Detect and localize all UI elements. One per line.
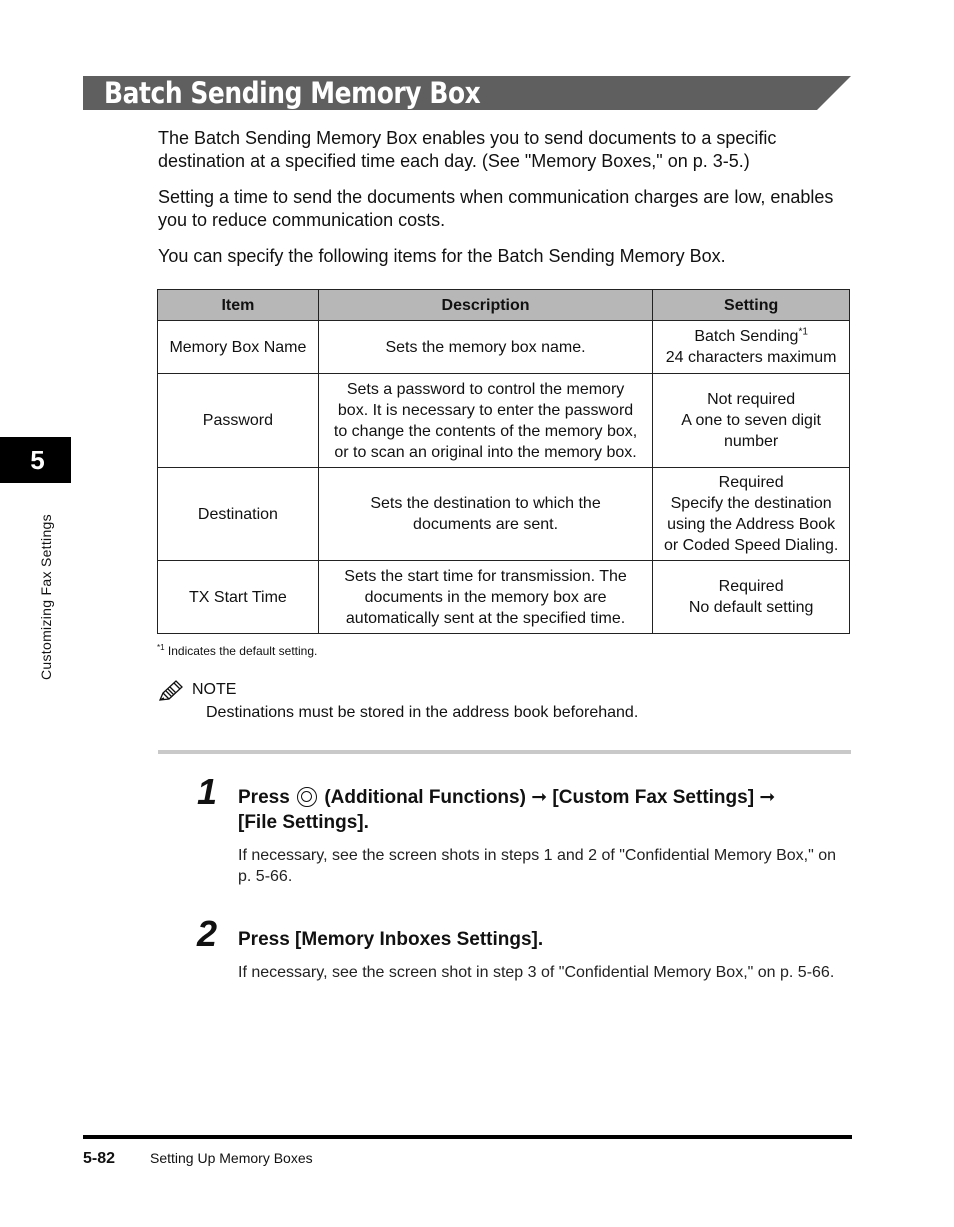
header-item: Item (158, 290, 319, 321)
setting-line: or Coded Speed Dialing. (663, 537, 839, 554)
cell-item: Memory Box Name (158, 321, 319, 374)
step-description: If necessary, see the screen shot in step 3 of "Confidential Memory Box," on p. 5-66. (238, 964, 835, 981)
description-line: automatically sent at the specified time. (345, 609, 626, 627)
cell-description: Sets the memory box name. (318, 321, 652, 374)
setting-line: 24 characters maximum (665, 349, 837, 366)
setting-line: No default setting (688, 599, 814, 616)
footnote-text: Indicates the default setting. (164, 644, 318, 658)
footer-section-title: Setting Up Memory Boxes (150, 1150, 313, 1166)
additional-functions-icon (297, 787, 317, 807)
footnote-mark: *1 (157, 643, 165, 652)
chapter-number: 5 (30, 445, 45, 475)
page-number: 5-82 (83, 1150, 116, 1167)
description-line: Sets the start time for transmission. The (344, 567, 627, 585)
cell-setting (653, 374, 850, 468)
description-line: to change the contents of the memory box, (333, 422, 638, 440)
header-setting: Setting (653, 290, 850, 321)
setting-line: Not required (707, 391, 796, 408)
step-heading: Press [Memory Inboxes Settings]. (238, 929, 544, 950)
intro-paragraph-2: Setting a time to send the documents when communication charges are low, enables you to reduce communication costs. (158, 187, 834, 230)
step-heading (238, 785, 838, 835)
setting-line: number (724, 433, 779, 450)
table-footnote (157, 643, 317, 658)
step-number: 1 (197, 771, 218, 812)
chapter-tab (0, 437, 71, 483)
table-row (158, 561, 850, 634)
cell-setting (653, 468, 850, 561)
description-line: box. It is necessary to enter the password (337, 401, 634, 419)
arrow-right-icon: ➞ (759, 787, 776, 808)
table-row (158, 468, 850, 561)
header-description: Description (318, 290, 652, 321)
description-line: Sets a password to control the memory (346, 380, 625, 398)
cell-item: Password (158, 374, 319, 468)
table-header-row (158, 290, 850, 321)
cell-description (318, 561, 652, 634)
step-function-text: (Additional Functions) (324, 787, 526, 808)
footer-rule (83, 1135, 852, 1139)
intro-paragraph-3: You can specify the following items for the Batch Sending Memory Box. (158, 246, 726, 266)
note-text: Destinations must be stored in the address book beforehand. (206, 704, 639, 721)
step-description: If necessary, see the screen shots in steps 1 and 2 of "Confidential Memory Box," on p. 5-66. (238, 847, 837, 885)
setting-line: Specify the destination (670, 495, 832, 512)
setting-line: Batch Sending (694, 328, 799, 345)
step-menu-text: [File Settings]. (238, 812, 369, 833)
chapter-side-label: Customizing Fax Settings (38, 514, 54, 680)
table-row (158, 374, 850, 468)
description-line: Sets the destination to which the (370, 495, 601, 512)
setting-line: Required (718, 578, 784, 595)
pencil-icon (157, 679, 185, 703)
description-line: documents are sent. (413, 516, 559, 533)
description-line: or to scan an original into the memory box. (334, 443, 637, 461)
step-number: 2 (197, 913, 218, 954)
cell-description (318, 468, 652, 561)
cell-setting (653, 321, 850, 374)
cell-setting (653, 561, 850, 634)
intro-paragraph-1: The Batch Sending Memory Box enables you to send documents to a specific destination at a specified time each day. (See "Memory Boxes," on p. 3-5.) (158, 128, 777, 171)
page-title: Batch Sending Memory Box (104, 76, 481, 110)
step-press-text: Press (238, 787, 290, 808)
note-label: NOTE (192, 681, 237, 698)
cell-description (318, 374, 652, 468)
footnote-ref: *1 (798, 326, 808, 338)
description-line: documents in the memory box are (364, 588, 607, 606)
cell-item: TX Start Time (158, 561, 319, 634)
settings-table (157, 289, 850, 634)
setting-line: Required (718, 474, 784, 491)
step-menu-text: [Custom Fax Settings] (552, 787, 755, 808)
section-divider (158, 750, 851, 754)
arrow-right-icon: ➞ (531, 787, 548, 808)
table-row (158, 321, 850, 374)
setting-line: A one to seven digit (681, 412, 821, 429)
cell-item: Destination (158, 468, 319, 561)
setting-line: using the Address Book (667, 516, 836, 533)
